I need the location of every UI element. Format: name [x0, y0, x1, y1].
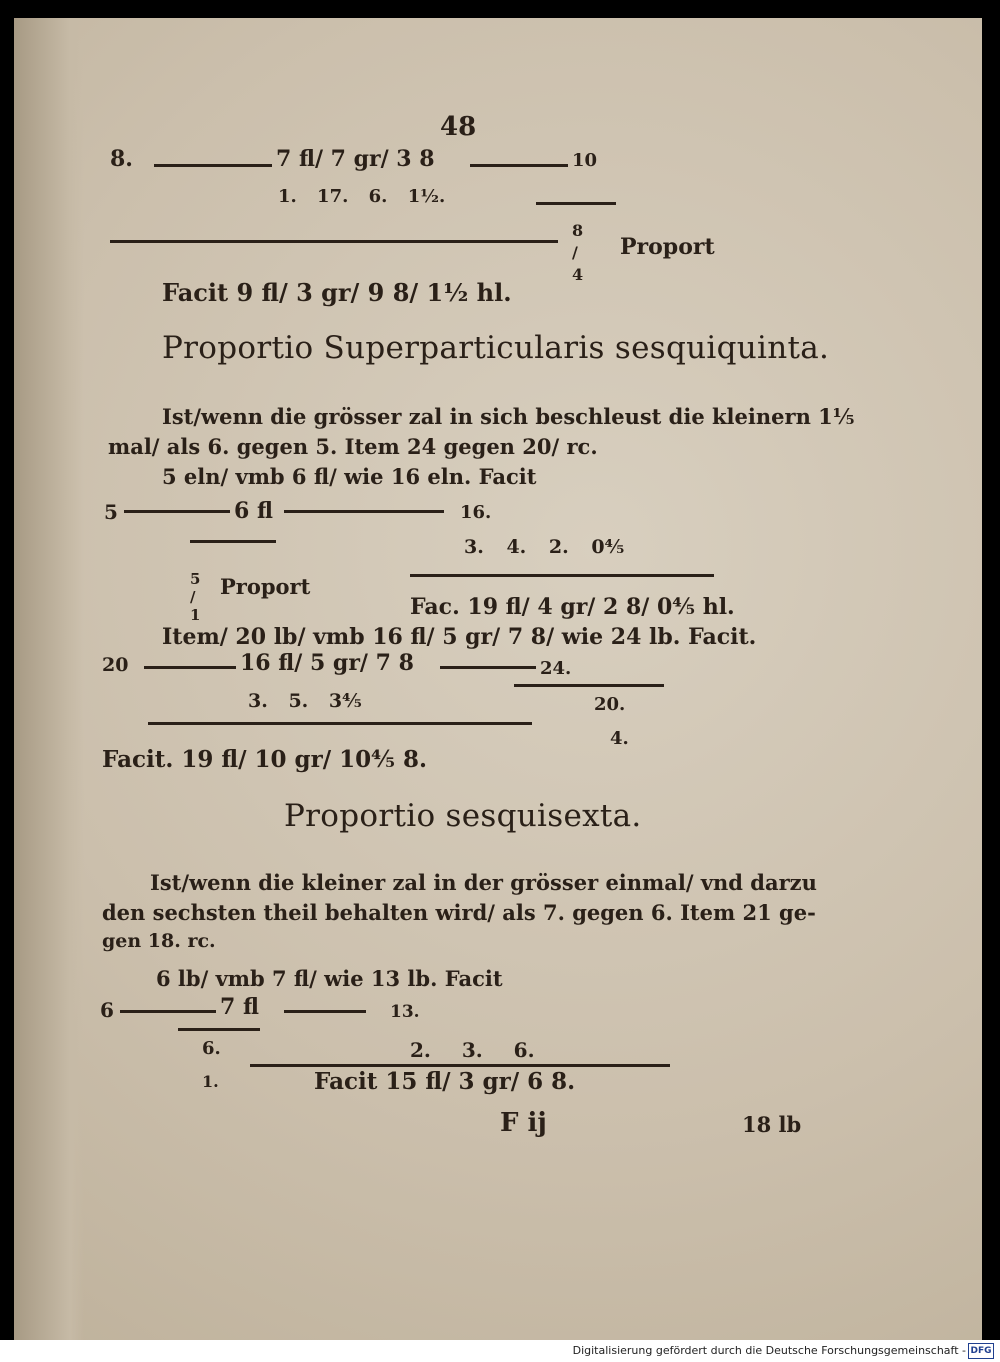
ex3-question: Item/ 20 lb/ vmb 16 fl/ 5 gr/ 7 8/ wie 24 lb. Facit. [162, 624, 757, 650]
page-number: 48 [440, 112, 477, 142]
rule [284, 510, 444, 513]
para1-line2: mal/ als 6. gegen 5. Item 24 gegen 20/ rc. [108, 434, 598, 459]
rule [190, 540, 276, 543]
ex2-row-left: 5 [104, 500, 118, 524]
para2-line3: gen 18. rc. [102, 930, 216, 952]
ex4-question: 6 lb/ vmb 7 fl/ wie 13 lb. Facit [156, 966, 503, 991]
ex2-proport: Proport [220, 574, 311, 599]
para2-line1: Ist/wenn die kleiner zal in der grösser einmal/ vnd darzu [150, 870, 817, 895]
rule [110, 240, 558, 243]
ex4-facit: Facit 15 fl/ 3 gr/ 6 8. [314, 1068, 576, 1095]
catchword: 18 lb [742, 1112, 802, 1137]
signature-mark: F ij [500, 1108, 547, 1138]
ex3-digits: 3. 5. 3⅘ [248, 690, 362, 712]
para2-line2: den sechsten theil behalten wird/ als 7. gegen 6. Item 21 ge- [102, 900, 816, 925]
ex4-row-left: 6 [100, 998, 114, 1022]
ex1-row1-mid: 7 fl/ 7 gr/ 3 8 [276, 146, 435, 172]
ex3-facit: Facit. 19 fl/ 10 gr/ 10⅘ 8. [102, 746, 427, 773]
heading-sesquisexta: Proportio sesquisexta. [284, 798, 642, 834]
rule [440, 666, 536, 669]
ex1-row2: 1. 17. 6. 1½. [278, 186, 446, 207]
footer-text: Digitalisierung gefördert durch die Deutsche Forschungsgemeinschaft - [572, 1344, 966, 1357]
digitization-footer [0, 1340, 1000, 1362]
ex1-bracket: 8 / 4 [572, 221, 584, 284]
rule [178, 1028, 260, 1031]
page-gutter-shadow [14, 18, 84, 1340]
para1-line1: Ist/wenn die grösser zal in sich beschleust die kleinern 1⅕ [162, 404, 855, 429]
rule [514, 684, 664, 687]
ex4-digits: 2. 3. 6. [410, 1038, 535, 1062]
ex4-row-mid: 7 fl [220, 994, 259, 1020]
book-page [14, 18, 982, 1340]
rule [284, 1010, 366, 1013]
rule [124, 510, 230, 513]
ex4-below-left: 6. [202, 1038, 221, 1059]
ex3-side-1: 20. [594, 694, 626, 715]
ex2-question: 5 eln/ vmb 6 fl/ wie 16 eln. Facit [162, 464, 537, 489]
rule [536, 202, 616, 205]
dfg-logo-icon: DFG [968, 1343, 994, 1359]
heading-sesquiquinta: Proportio Superparticularis sesquiquinta. [162, 330, 830, 366]
rule [120, 1010, 216, 1013]
ex3-side-2: 4. [610, 728, 629, 749]
ex2-bracket: 5 / 1 [190, 570, 201, 624]
ex1-proport: Proport [620, 234, 715, 260]
rule [148, 722, 532, 725]
rule [250, 1064, 670, 1067]
rule [410, 574, 714, 577]
rule [144, 666, 236, 669]
ex4-row-right: 13. [390, 1002, 420, 1022]
ex2-row-right: 16. [460, 502, 492, 523]
rule [470, 164, 568, 167]
ex1-row1-left: 8. [110, 146, 133, 172]
rule [154, 164, 272, 167]
ex2-result: Fac. 19 fl/ 4 gr/ 2 8/ 0⅘ hl. [410, 594, 735, 620]
ex2-row-mid: 6 fl [234, 498, 273, 524]
ex1-facit: Facit 9 fl/ 3 gr/ 9 8/ 1½ hl. [162, 278, 512, 307]
ex3-row-left: 20 [102, 654, 129, 676]
ex1-row1-right: 10 [572, 150, 598, 171]
ex4-below-left2: 1. [202, 1072, 219, 1091]
ex2-digits: 3. 4. 2. 0⅘ [464, 536, 625, 558]
ex3-row-mid: 16 fl/ 5 gr/ 7 8 [240, 650, 414, 676]
ex3-row-right: 24. [540, 658, 572, 679]
